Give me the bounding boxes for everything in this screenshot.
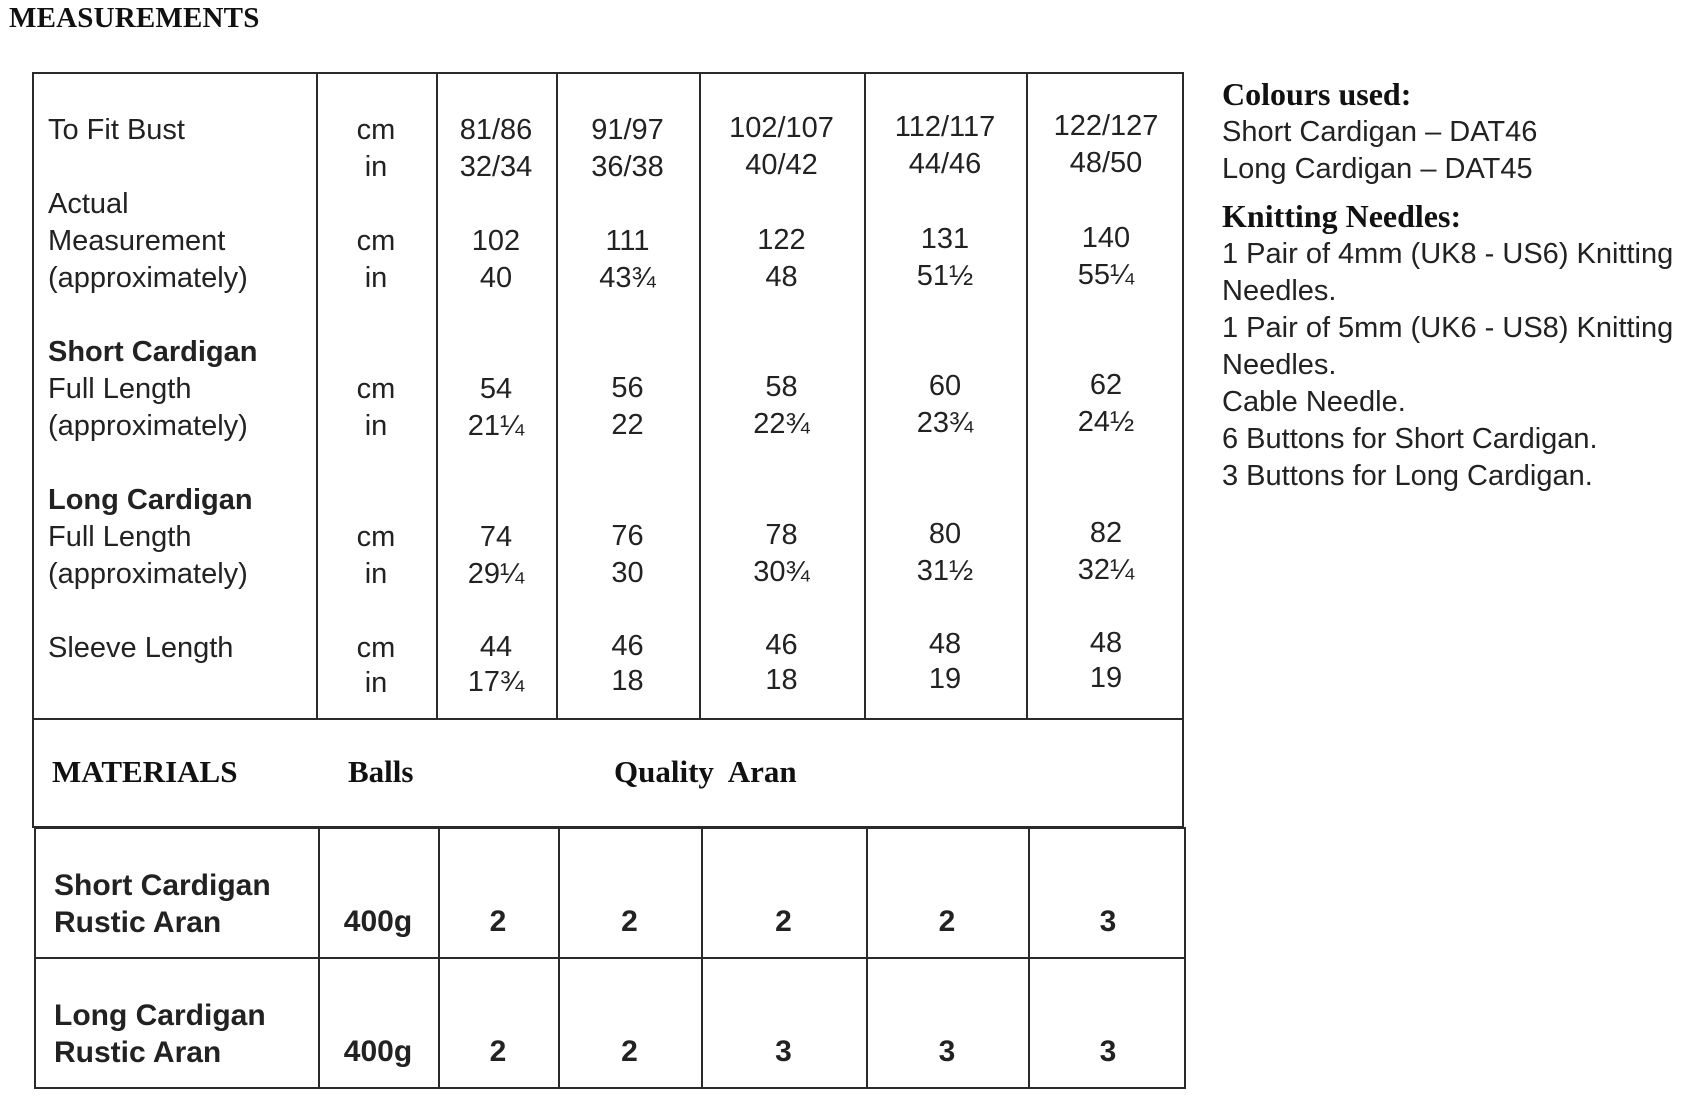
- materials-item-line: Rustic Aran: [54, 1036, 222, 1069]
- materials-heading: MATERIALS: [52, 754, 238, 789]
- materials-balls: 2: [775, 905, 792, 938]
- value-cm: 62: [1089, 369, 1123, 401]
- materials-balls: 2: [489, 1035, 507, 1068]
- value-in: 32¼: [1077, 554, 1135, 586]
- value-cm: 58: [765, 371, 798, 403]
- materials-item-line: Rustic Aran: [54, 906, 222, 939]
- row-label-actual: Actual: [48, 188, 129, 220]
- balls-heading: Balls: [348, 754, 414, 789]
- unit-in: in: [364, 410, 388, 442]
- materials-item-line: Long Cardigan: [54, 999, 266, 1032]
- value-cm: 48: [1089, 627, 1123, 659]
- value-in: 24½: [1077, 406, 1135, 438]
- quality-heading: Quality Aran: [614, 754, 797, 789]
- materials-weight: 400g: [343, 1035, 413, 1068]
- materials-balls: 3: [1099, 905, 1117, 938]
- value-cm: 54: [479, 373, 513, 405]
- materials-balls: 3: [938, 1035, 956, 1068]
- size-in: 48/50: [1069, 147, 1143, 179]
- unit-in: in: [364, 667, 388, 699]
- value-cm: 131: [920, 223, 970, 255]
- size-in: 32/34: [459, 151, 533, 183]
- materials-row-short-cardigan: [34, 827, 1186, 959]
- size-cm: 112/117: [894, 111, 996, 143]
- value-cm: 80: [928, 518, 962, 550]
- unit-in: in: [364, 151, 388, 183]
- unit-cm: cm: [356, 632, 396, 664]
- needles-line: 1 Pair of 5mm (UK6 - US8) Knitting: [1222, 312, 1674, 344]
- needles-heading: Knitting Needles:: [1222, 198, 1462, 234]
- value-in: 18: [611, 665, 644, 697]
- value-in: 21¼: [467, 410, 525, 442]
- materials-balls: 2: [938, 905, 956, 938]
- colour-line: Short Cardigan – DAT46: [1222, 116, 1538, 148]
- value-cm: 111: [605, 225, 650, 257]
- materials-row-long-cardigan: [34, 957, 1186, 1089]
- value-in: 23¾: [916, 407, 974, 439]
- row-label-short-full-length: (approximately): [48, 410, 248, 442]
- value-cm: 56: [611, 372, 644, 404]
- value-in: 48: [765, 261, 798, 293]
- materials-balls: 2: [621, 905, 638, 938]
- value-in: 22¾: [753, 408, 810, 440]
- pattern-notes: [1222, 74, 1700, 495]
- value-in: 19: [928, 663, 962, 695]
- materials-balls: 3: [1099, 1035, 1117, 1068]
- value-cm: 44: [479, 631, 513, 663]
- value-cm: 46: [765, 629, 798, 661]
- value-in: 29¼: [467, 558, 525, 590]
- value-cm: 74: [479, 521, 513, 553]
- value-cm: 122: [757, 224, 806, 256]
- value-in: 40: [479, 262, 513, 294]
- value-in: 31½: [916, 555, 974, 587]
- materials-item-name: [54, 997, 266, 1071]
- unit-cm: cm: [356, 225, 396, 257]
- value-cm: 102: [471, 225, 521, 257]
- value-cm: 46: [611, 630, 644, 662]
- materials-item-line: Short Cardigan: [54, 869, 271, 902]
- colour-line: Long Cardigan – DAT45: [1222, 153, 1533, 185]
- materials-header: [32, 718, 1184, 828]
- needles-line: 1 Pair of 4mm (UK8 - US6) Knitting: [1222, 238, 1674, 270]
- size-in: 40/42: [745, 149, 818, 181]
- value-cm: 82: [1089, 517, 1123, 549]
- row-heading-short-cardigan: Short Cardigan: [48, 336, 258, 368]
- value-in: 17¾: [467, 666, 525, 698]
- needles-line: Needles.: [1222, 275, 1337, 307]
- size-cm: 81/86: [459, 114, 533, 146]
- row-heading-long-cardigan: Long Cardigan: [48, 484, 253, 516]
- value-in: 30: [611, 557, 644, 589]
- row-label-long-full-length: Full Length: [48, 521, 192, 553]
- size-cm: 91/97: [591, 114, 664, 146]
- row-label-actual: (approximately): [48, 262, 248, 294]
- measurements-table: [32, 72, 1184, 720]
- unit-cm: cm: [356, 373, 396, 405]
- needles-line: Needles.: [1222, 349, 1337, 381]
- materials-balls: 3: [775, 1035, 792, 1068]
- needles-line: 3 Buttons for Long Cardigan.: [1222, 460, 1593, 492]
- row-label-short-full-length: Full Length: [48, 373, 192, 405]
- value-in: 30¾: [753, 556, 810, 588]
- unit-cm: cm: [356, 521, 396, 553]
- row-label-to-fit-bust: To Fit Bust: [48, 114, 185, 146]
- materials-weight: 400g: [343, 905, 413, 938]
- value-in: 55¼: [1077, 259, 1135, 291]
- size-cm: 102/107: [729, 112, 834, 144]
- unit-cm: cm: [356, 114, 396, 146]
- materials-balls: 2: [489, 905, 507, 938]
- size-cm: 122/127: [1053, 110, 1159, 142]
- unit-in: in: [364, 558, 388, 590]
- colours-heading: Colours used:: [1222, 76, 1412, 112]
- row-label-sleeve-length: Sleeve Length: [48, 632, 234, 664]
- page-title: MEASUREMENTS: [9, 2, 260, 34]
- value-in: 22: [611, 409, 644, 441]
- value-in: 19: [1089, 662, 1123, 694]
- needles-line: Cable Needle.: [1222, 386, 1406, 418]
- value-cm: 48: [928, 628, 962, 660]
- value-cm: 140: [1081, 222, 1131, 254]
- size-in: 44/46: [908, 148, 982, 180]
- size-in: 36/38: [591, 151, 664, 183]
- materials-item-name: [54, 867, 271, 941]
- value-in: 18: [765, 664, 798, 696]
- row-label-actual: Measurement: [48, 225, 226, 257]
- materials-balls: 2: [621, 1035, 638, 1068]
- value-cm: 78: [765, 519, 798, 551]
- value-cm: 60: [928, 370, 962, 402]
- row-label-long-full-length: (approximately): [48, 558, 248, 590]
- value-in: 51½: [916, 260, 974, 292]
- needles-line: 6 Buttons for Short Cardigan.: [1222, 423, 1598, 455]
- value-in: 43¾: [599, 262, 656, 294]
- value-cm: 76: [611, 520, 644, 552]
- unit-in: in: [364, 262, 388, 294]
